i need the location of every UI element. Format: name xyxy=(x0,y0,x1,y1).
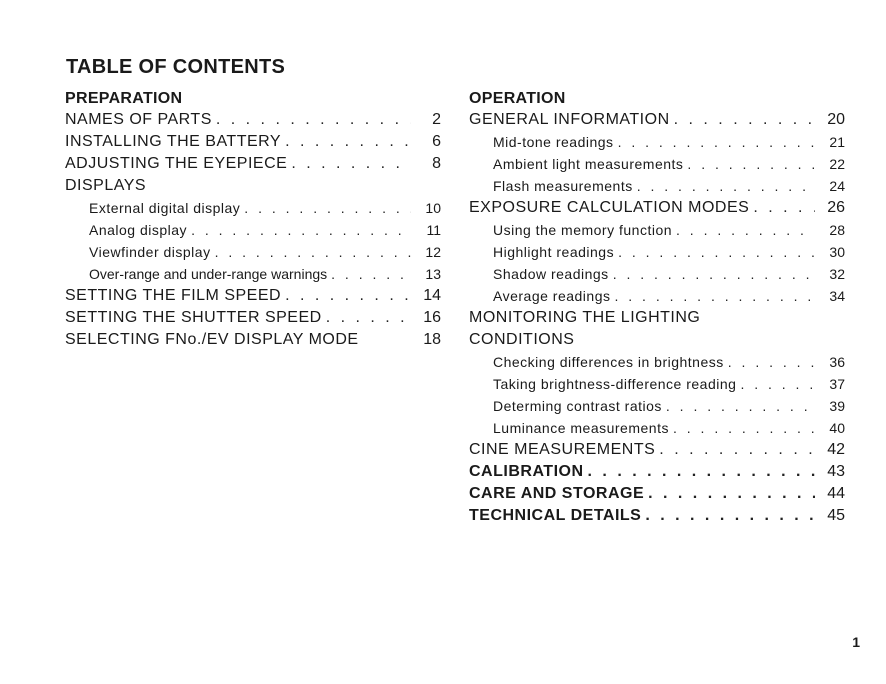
dot-leader xyxy=(322,307,411,329)
toc-entry-page: 21 xyxy=(829,134,845,150)
toc-entry-setting-the-film-speed[interactable] xyxy=(65,285,441,307)
toc-entry-title: NAMES OF PARTS xyxy=(65,111,212,128)
toc-entry-external-digital-display[interactable] xyxy=(65,197,441,219)
toc-entry-highlight-readings[interactable] xyxy=(469,241,845,263)
toc-entry-title: TECHNICAL DETAILS xyxy=(469,507,642,524)
toc-entry-title: Luminance measurements xyxy=(493,420,669,436)
toc-entry-page: 30 xyxy=(829,244,845,260)
toc-entry-title: SELECTING FNo./EV DISPLAY MODE xyxy=(65,331,359,348)
dot-leader xyxy=(609,263,815,285)
toc-entry-average-readings[interactable] xyxy=(469,285,845,307)
toc-entry-page: 12 xyxy=(425,244,441,260)
dot-leader xyxy=(614,241,815,263)
dot-leader xyxy=(327,263,411,285)
toc-entry-range-warnings[interactable] xyxy=(65,263,441,285)
toc-entry-setting-the-shutter-speed[interactable] xyxy=(65,307,441,329)
toc-entry-names-of-parts[interactable] xyxy=(65,109,441,131)
toc-entry-title: Mid-tone readings xyxy=(493,134,614,150)
toc-entry-title: CONDITIONS xyxy=(469,331,575,348)
toc-entry-page: 24 xyxy=(829,178,845,194)
dot-leader xyxy=(670,109,815,131)
toc-entry-page: 14 xyxy=(423,287,441,304)
toc-entry-general-information[interactable] xyxy=(469,109,845,131)
page-number: 1 xyxy=(852,634,860,650)
toc-entry-page: 2 xyxy=(432,111,441,128)
toc-entry-title: Checking differences in brightness xyxy=(493,354,724,370)
toc-entry-page: 11 xyxy=(426,222,441,238)
toc-entry-title: INSTALLING THE BATTERY xyxy=(65,133,282,150)
toc-entry-title: CARE AND STORAGE xyxy=(469,485,645,502)
dot-leader xyxy=(281,285,411,307)
toc-entry-title: ADJUSTING THE EYEPIECE xyxy=(65,155,288,172)
toc-entry-title: DISPLAYS xyxy=(65,177,147,194)
dot-leader xyxy=(212,109,411,131)
dot-leader xyxy=(584,461,815,483)
toc-entry-page: 20 xyxy=(827,111,845,128)
toc-entry-title: Over-range and under-range warnings xyxy=(89,266,328,282)
toc-entry-title: Analog display xyxy=(89,222,188,238)
dot-leader xyxy=(724,351,815,373)
toc-entry-page: 34 xyxy=(829,288,845,304)
toc-entry-page: 28 xyxy=(829,222,845,238)
toc-entry-title: Shadow readings xyxy=(493,266,609,282)
toc-entry-title: SETTING THE SHUTTER SPEED xyxy=(65,309,322,326)
dot-leader xyxy=(669,417,815,439)
toc-entry-contrast-ratios[interactable] xyxy=(469,395,845,417)
dot-leader xyxy=(736,373,815,395)
toc-entry-page: 13 xyxy=(425,266,441,282)
toc-entry-page: 44 xyxy=(827,485,845,502)
toc-entry-selecting-display-mode[interactable] xyxy=(65,329,441,351)
toc-entry-page: 42 xyxy=(827,441,845,458)
toc-entry-page: 26 xyxy=(827,199,845,216)
dot-leader xyxy=(281,131,411,153)
toc-entry-title: Viewfinder display xyxy=(89,244,211,260)
toc-entry-page: 32 xyxy=(829,266,845,282)
toc-entry-title: GENERAL INFORMATION xyxy=(469,111,670,128)
toc-entry-title: Taking brightness-difference reading xyxy=(493,376,737,392)
toc-entry-displays[interactable] xyxy=(65,175,441,197)
toc-entry-cine-measurements[interactable] xyxy=(469,439,845,461)
toc-entry-installing-the-battery[interactable] xyxy=(65,131,441,153)
toc-entry-mid-tone-readings[interactable] xyxy=(469,131,845,153)
page-title: TABLE OF CONTENTS xyxy=(66,56,286,78)
dot-leader xyxy=(655,439,815,461)
toc-entry-flash-measurements[interactable] xyxy=(469,175,845,197)
toc-column-preparation xyxy=(65,88,441,351)
toc-entry-luminance-measurements[interactable] xyxy=(469,417,845,439)
dot-leader xyxy=(287,153,411,175)
toc-entry-analog-display[interactable] xyxy=(65,219,441,241)
toc-entry-care-and-storage[interactable] xyxy=(469,483,845,505)
toc-entry-page: 43 xyxy=(827,463,845,480)
toc-entry-page: 39 xyxy=(829,398,845,414)
section-heading-operation: OPERATION xyxy=(469,90,566,107)
toc-entry-title: CINE MEASUREMENTS xyxy=(469,441,656,458)
toc-entry-page: 6 xyxy=(432,133,441,150)
toc-entry-page: 16 xyxy=(423,309,441,326)
toc-entry-ambient-light[interactable] xyxy=(469,153,845,175)
dot-leader xyxy=(211,241,411,263)
toc-entry-page: 36 xyxy=(829,354,845,370)
toc-entry-shadow-readings[interactable] xyxy=(469,263,845,285)
toc-entry-page: 18 xyxy=(423,331,441,348)
toc-entry-title: Average readings xyxy=(493,288,611,304)
toc-entry-page: 37 xyxy=(829,376,845,392)
toc-entry-page: 40 xyxy=(829,420,845,436)
toc-entry-adjusting-the-eyepiece[interactable] xyxy=(65,153,441,175)
dot-leader xyxy=(610,285,815,307)
toc-entry-title: External digital display xyxy=(89,200,241,216)
toc-entry-checking-brightness[interactable] xyxy=(469,351,845,373)
section-heading-preparation: PREPARATION xyxy=(65,90,183,107)
toc-entry-technical-details[interactable] xyxy=(469,505,845,527)
dot-leader xyxy=(633,175,815,197)
toc-entry-brightness-difference[interactable] xyxy=(469,373,845,395)
dot-leader xyxy=(644,483,815,505)
toc-entry-calibration[interactable] xyxy=(469,461,845,483)
toc-entry-title: MONITORING THE LIGHTING xyxy=(469,309,701,326)
toc-entry-viewfinder-display[interactable] xyxy=(65,241,441,263)
toc-entry-page: 45 xyxy=(827,507,845,524)
toc-entry-exposure-calculation-modes[interactable] xyxy=(469,197,845,219)
toc-entry-title: Flash measurements xyxy=(493,178,633,194)
toc-entry-title: CALIBRATION xyxy=(469,463,584,480)
dot-leader xyxy=(749,197,815,219)
toc-entry-page: 22 xyxy=(829,156,845,172)
dot-leader xyxy=(641,505,815,527)
toc-entry-page: 8 xyxy=(432,155,441,172)
dot-leader xyxy=(240,197,411,219)
toc-entry-title: EXPOSURE CALCULATION MODES xyxy=(469,199,750,216)
toc-entry-title: Determing contrast ratios xyxy=(493,398,662,414)
toc-column-operation xyxy=(469,88,845,527)
toc-entry-title: Ambient light measurements xyxy=(493,156,684,172)
dot-leader xyxy=(614,131,815,153)
toc-entry-page: 10 xyxy=(425,200,441,216)
toc-entry-title: SETTING THE FILM SPEED xyxy=(65,287,282,304)
dot-leader xyxy=(187,219,411,241)
dot-leader xyxy=(672,219,815,241)
toc-entry-title: Highlight readings xyxy=(493,244,615,260)
toc-entry-monitoring-lighting[interactable] xyxy=(469,307,845,329)
dot-leader xyxy=(683,153,815,175)
toc-entry-conditions[interactable] xyxy=(469,329,845,351)
dot-leader xyxy=(662,395,815,417)
toc-entry-title: Using the memory function xyxy=(493,222,673,238)
toc-entry-memory-function[interactable] xyxy=(469,219,845,241)
